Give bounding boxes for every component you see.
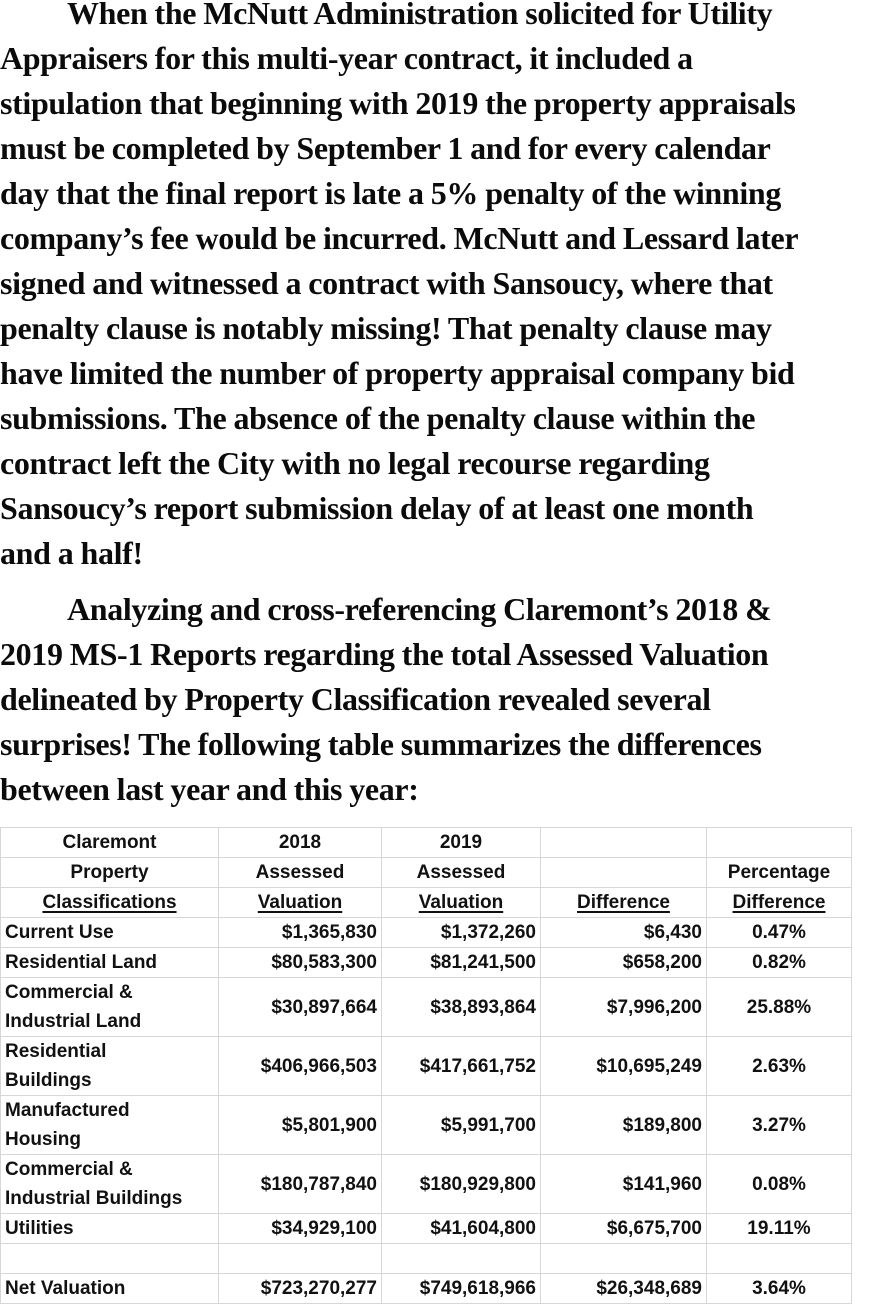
header-cell: Property (1, 858, 219, 888)
classification-cell: Utilities (1, 1214, 219, 1244)
valuation-2019-cell: $38,893,864 (382, 978, 541, 1037)
empty-cell (219, 1244, 382, 1274)
difference-cell: $6,675,700 (541, 1214, 707, 1244)
percentage-cell: 3.27% (707, 1096, 852, 1155)
header-cell: Assessed (382, 858, 541, 888)
valuation-2018-cell: $30,897,664 (219, 978, 382, 1037)
difference-cell: $189,800 (541, 1096, 707, 1155)
header-cell: 2019 (382, 828, 541, 858)
header-label-valuation-2018: Valuation (257, 892, 343, 913)
text-line: have limited the number of property appraisal company bid (0, 355, 795, 391)
classification-line-2: Industrial Land (5, 1011, 142, 1032)
percentage-cell: 0.82% (707, 948, 852, 978)
table-row (1, 1155, 852, 1214)
classification-line-2: Buildings (5, 1070, 92, 1091)
header-cell (707, 888, 852, 918)
valuation-2018-cell: $406,966,503 (219, 1037, 382, 1096)
table-header-row (1, 858, 852, 888)
percentage-cell: 2.63% (707, 1037, 852, 1096)
table-row (1, 918, 852, 948)
valuation-2019-cell: $180,929,800 (382, 1155, 541, 1214)
header-cell (541, 888, 707, 918)
table-row (1, 1037, 852, 1096)
text-line: When the McNutt Administration solicited for Utility (67, 0, 773, 31)
valuation-2018-cell: $34,929,100 (219, 1214, 382, 1244)
text-line: 2019 MS-1 Reports regarding the total Assessed Valuation (0, 636, 769, 672)
table-header-row (1, 828, 852, 858)
valuation-2018-cell: $1,365,830 (219, 918, 382, 948)
header-cell (707, 828, 852, 858)
text-line: must be completed by September 1 and for every calendar (0, 130, 771, 166)
text-line: submissions. The absence of the penalty clause within the (0, 400, 756, 436)
header-cell: Percentage (707, 858, 852, 888)
classification-line-1: Residential (5, 1041, 107, 1062)
total-2019-cell: $749,618,966 (382, 1274, 541, 1304)
classification-cell: Current Use (1, 918, 219, 948)
header-cell: 2018 (219, 828, 382, 858)
difference-cell: $6,430 (541, 918, 707, 948)
header-label-valuation-2019: Valuation (418, 892, 504, 913)
header-cell (219, 888, 382, 918)
header-label-percentage-difference: Difference (732, 892, 826, 913)
empty-cell (1, 1244, 219, 1274)
empty-cell (707, 1244, 852, 1274)
text-line: Appraisers for this multi-year contract, it included a (0, 40, 693, 76)
text-line: surprises! The following table summarizes the differences (0, 726, 762, 762)
text-line: penalty clause is notably missing! That penalty clause may (0, 310, 772, 346)
total-label-cell: Net Valuation (1, 1274, 219, 1304)
text-line: company’s fee would be incurred. McNutt and Lessard later (0, 220, 799, 256)
classification-line-2: Housing (5, 1129, 81, 1150)
valuation-2019-cell: $1,372,260 (382, 918, 541, 948)
classification-line-1: Commercial & (5, 982, 133, 1003)
empty-cell (541, 1244, 707, 1274)
classification-line-1: Commercial & (5, 1159, 133, 1180)
table-row (1, 978, 852, 1037)
valuation-2019-cell: $81,241,500 (382, 948, 541, 978)
paragraph-penalty-clause (0, 0, 880, 576)
classification-line-1: Manufactured (5, 1100, 130, 1121)
paragraph-ms1-analysis (0, 587, 880, 812)
text-line: Sansoucy’s report submission delay of at least one month (0, 490, 754, 526)
assessed-valuation-table (0, 827, 852, 1304)
classification-cell (1, 1155, 219, 1214)
text-line: delineated by Property Classification revealed several (0, 681, 711, 717)
text-line: and a half! (0, 535, 143, 571)
header-cell (541, 828, 707, 858)
text-line: Analyzing and cross-referencing Claremont’s 2018 & (67, 591, 772, 627)
header-label-difference: Difference (577, 892, 670, 913)
classification-cell (1, 978, 219, 1037)
classification-line-2: Industrial Buildings (5, 1188, 183, 1209)
text-line: signed and witnessed a contract with Sansoucy, where that (0, 265, 773, 301)
header-cell (1, 888, 219, 918)
valuation-2019-cell: $41,604,800 (382, 1214, 541, 1244)
text-line: stipulation that beginning with 2019 the property appraisals (0, 85, 796, 121)
classification-cell (1, 1037, 219, 1096)
total-2018-cell: $723,270,277 (219, 1274, 382, 1304)
total-percentage-cell: 3.64% (707, 1274, 852, 1304)
text-line: contract left the City with no legal recourse regarding (0, 445, 710, 481)
percentage-cell: 25.88% (707, 978, 852, 1037)
difference-cell: $10,695,249 (541, 1037, 707, 1096)
header-cell: Assessed (219, 858, 382, 888)
empty-cell (382, 1244, 541, 1274)
classification-cell: Residential Land (1, 948, 219, 978)
difference-cell: $141,960 (541, 1155, 707, 1214)
header-cell (541, 858, 707, 888)
valuation-2019-cell: $417,661,752 (382, 1037, 541, 1096)
percentage-cell: 19.11% (707, 1214, 852, 1244)
total-difference-cell: $26,348,689 (541, 1274, 707, 1304)
table-row (1, 1214, 852, 1244)
valuation-2018-cell: $80,583,300 (219, 948, 382, 978)
valuation-2018-cell: $5,801,900 (219, 1096, 382, 1155)
table-spacer-row (1, 1244, 852, 1274)
table-total-row (1, 1274, 852, 1304)
percentage-cell: 0.47% (707, 918, 852, 948)
header-label-classifications: Classifications (42, 892, 177, 913)
text-line: between last year and this year: (0, 771, 419, 807)
table-row (1, 1096, 852, 1155)
table-row (1, 948, 852, 978)
header-cell: Claremont (1, 828, 219, 858)
difference-cell: $7,996,200 (541, 978, 707, 1037)
header-cell (382, 888, 541, 918)
classification-cell (1, 1096, 219, 1155)
valuation-2019-cell: $5,991,700 (382, 1096, 541, 1155)
text-line: day that the final report is late a 5% penalty of the winning (0, 175, 781, 211)
percentage-cell: 0.08% (707, 1155, 852, 1214)
difference-cell: $658,200 (541, 948, 707, 978)
valuation-2018-cell: $180,787,840 (219, 1155, 382, 1214)
table-header-row (1, 888, 852, 918)
